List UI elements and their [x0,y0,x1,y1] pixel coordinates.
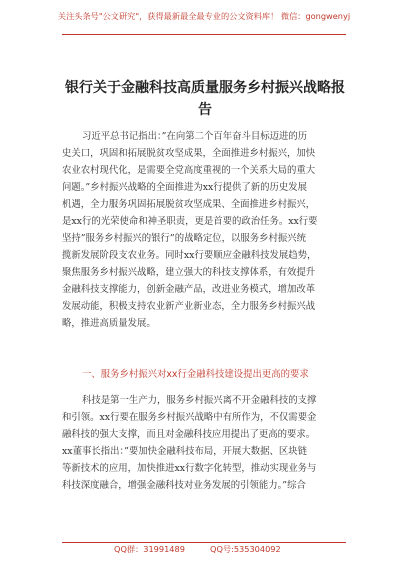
paragraph-line: 坚持”服务乡村振兴的银行”的战略定位，以服务乡村振兴统 [62,233,306,244]
paragraph-line: 揽新发展阶段支农业务。同时xx行要顺应金融科技发展趋势， [62,250,317,261]
title-line: 银行关于金融科技高质量服务乡村振兴战略报 [65,80,345,96]
paragraph-line: 等新技术的应用，加快推进xx行数字化转型，推动实现业务与 [62,463,317,474]
paragraph-line: 发展动能，积极支持农业新产业新业态，全力服务乡村振兴战 [62,301,316,312]
paragraph-line: xx董事长指出：”要加快金融科技布局，开展大数据、区块链 [62,446,308,457]
paragraph-line: 聚焦服务乡村振兴战略，建立强大的科技支撑体系，有效提升 [62,267,316,278]
paragraph-line: 金融科技支撑能力，创新金融产品，改进业务模式，增加改革 [62,284,316,295]
header-banner [0,0,408,50]
paragraph-intro [62,128,348,332]
paragraph-line: 科技是第一生产力，服务乡村振兴离不开金融科技的支撑 [82,395,317,406]
paragraph-line: 略，推进高质量发展。 [62,318,156,329]
footer [0,544,408,560]
paragraph-line: 农业农村现代化，是需要全党高度重视的一个关系大局的重大 [62,165,316,176]
paragraph-line: 习近平总书记指出：”在向第二个百年奋斗目标迈进的历 [82,131,308,142]
paragraph-line: 问题。”乡村振兴战略的全面推进为xx行提供了新的历史发展 [62,182,308,193]
paragraph-line: 科技深度融合，增强金融科技对业务发展的引领能力。”综合 [62,480,306,491]
header-notice: 关注头条号"公文研究"，获得最新最全最专业的公文资料库！ 微信：gongwenyj [57,11,351,21]
header-divider [62,34,346,35]
paragraph-line: 机遇，全力服务巩固拓展脱贫攻坚成果、全面推进乡村振兴， [62,199,316,210]
section-heading: 一、服务乡村振兴对xx行金融科技建设提出更高的要求 [82,369,309,380]
paragraph-line: 融科技的强大支撑，而且对金融科技应用提出了更高的要求。 [62,429,316,440]
paragraph-line: 史关口，巩固和拓展脱贫攻坚成果，全面推进乡村振兴，加快 [62,148,316,159]
paragraph-line: 是xx行的光荣使命和神圣职责，更是首要的政治任务。xx行要 [62,216,318,227]
paragraph-line: 和引领。xx行要在服务乡村振兴战略中有所作为，不仅需要金 [62,412,317,423]
paragraph-section1 [62,392,348,494]
title-line: 告 [198,102,212,118]
footer-qq-group: QQ群：31991489 [114,544,185,554]
footer-qq-number: QQ号:535304092 [210,544,281,554]
document-title [64,77,346,121]
footer-divider [62,542,346,543]
